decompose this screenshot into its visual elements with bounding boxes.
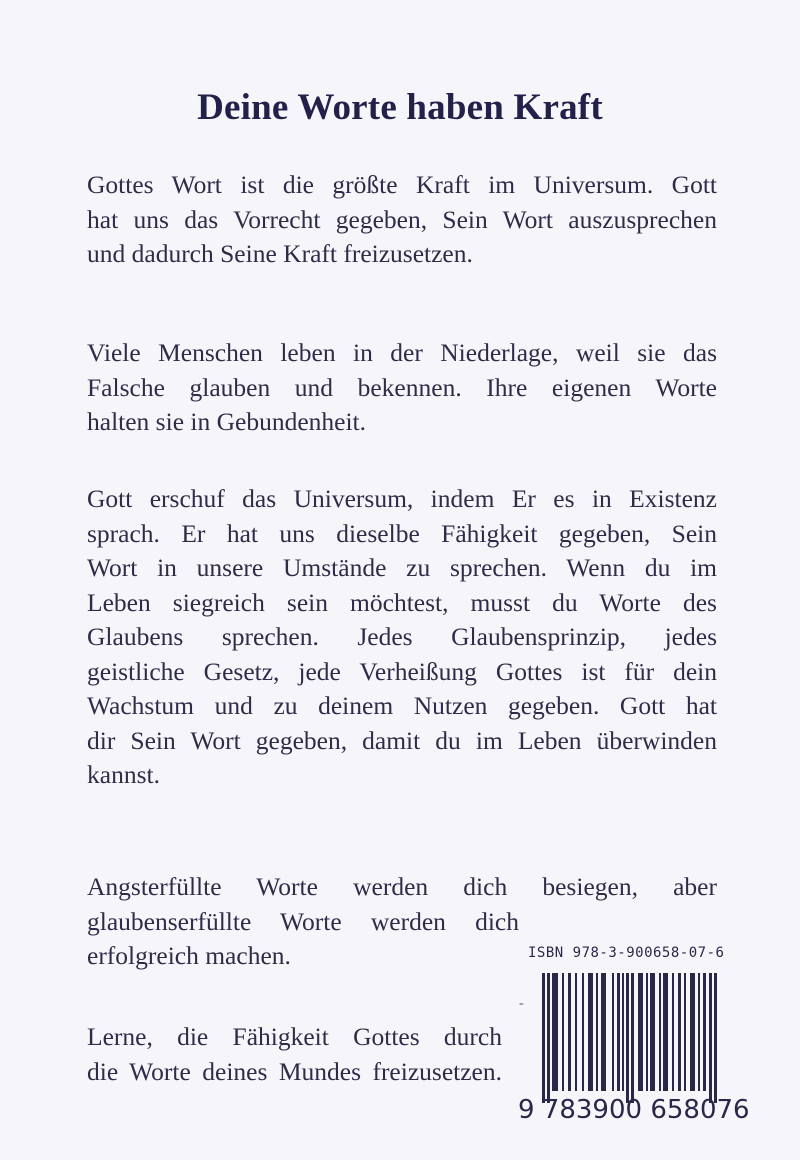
text-line: sprach. Er hat uns dieselbe Fähigkeit gegeben, Sein xyxy=(87,518,717,548)
text-line: Wort in unsere Umstände zu sprechen. Wenn du im xyxy=(87,553,717,582)
text-line: kannst. xyxy=(87,760,160,789)
text-line: glaubenserfüllte Worte werden dich xyxy=(87,906,519,936)
text-line: geistliche Gesetz, jede Verheißung Gottes ist für dein xyxy=(87,656,717,686)
text-line: Falsche glauben und bekennen. Ihre eigenen Worte xyxy=(87,372,717,402)
text-line: Angsterfüllte Worte werden dich besiegen, aber xyxy=(87,872,717,901)
text-line: hat uns das Vorrecht gegeben, Sein Wort auszusprechen xyxy=(87,204,717,234)
text-line: dir Sein Wort gegeben, damit du im Leben überwinden xyxy=(87,725,717,755)
text-line: Lerne, die Fähigkeit Gottes durch xyxy=(87,1022,502,1051)
barcode-icon xyxy=(542,973,727,1103)
crop-mark: - xyxy=(519,996,524,1011)
text-line: halten sie in Gebundenheit. xyxy=(87,407,367,436)
barcode-digits: 9 783900 658076 xyxy=(518,1095,750,1125)
paragraph-3 xyxy=(87,482,717,793)
paragraph-5 xyxy=(87,1020,502,1089)
text-line: Viele Menschen leben in der Niederlage, weil sie das xyxy=(87,338,717,367)
isbn-barcode xyxy=(518,945,750,1125)
paragraph-1 xyxy=(87,168,717,272)
text-line: und dadurch Seine Kraft freizusetzen. xyxy=(87,239,473,268)
paragraph-2 xyxy=(87,336,717,440)
text-line: erfolgreich machen. xyxy=(87,941,291,970)
text-line: Leben siegreich sein möchtest, musst du Worte des xyxy=(87,587,717,617)
text-line: Gott erschuf das Universum, indem Er es in Existenz xyxy=(87,484,717,513)
isbn-label: ISBN 978-3-900658-07-6 xyxy=(528,945,725,961)
back-cover-title: Deine Worte haben Kraft xyxy=(197,87,603,128)
text-line: Glaubens sprechen. Jedes Glaubensprinzip, jedes xyxy=(87,622,717,651)
text-line: Gottes Wort ist die größte Kraft im Universum. Gott xyxy=(87,170,717,199)
text-line: Wachstum und zu deinem Nutzen gegeben. Gott hat xyxy=(87,691,717,720)
text-line: die Worte deines Mundes freizusetzen. xyxy=(87,1056,502,1086)
